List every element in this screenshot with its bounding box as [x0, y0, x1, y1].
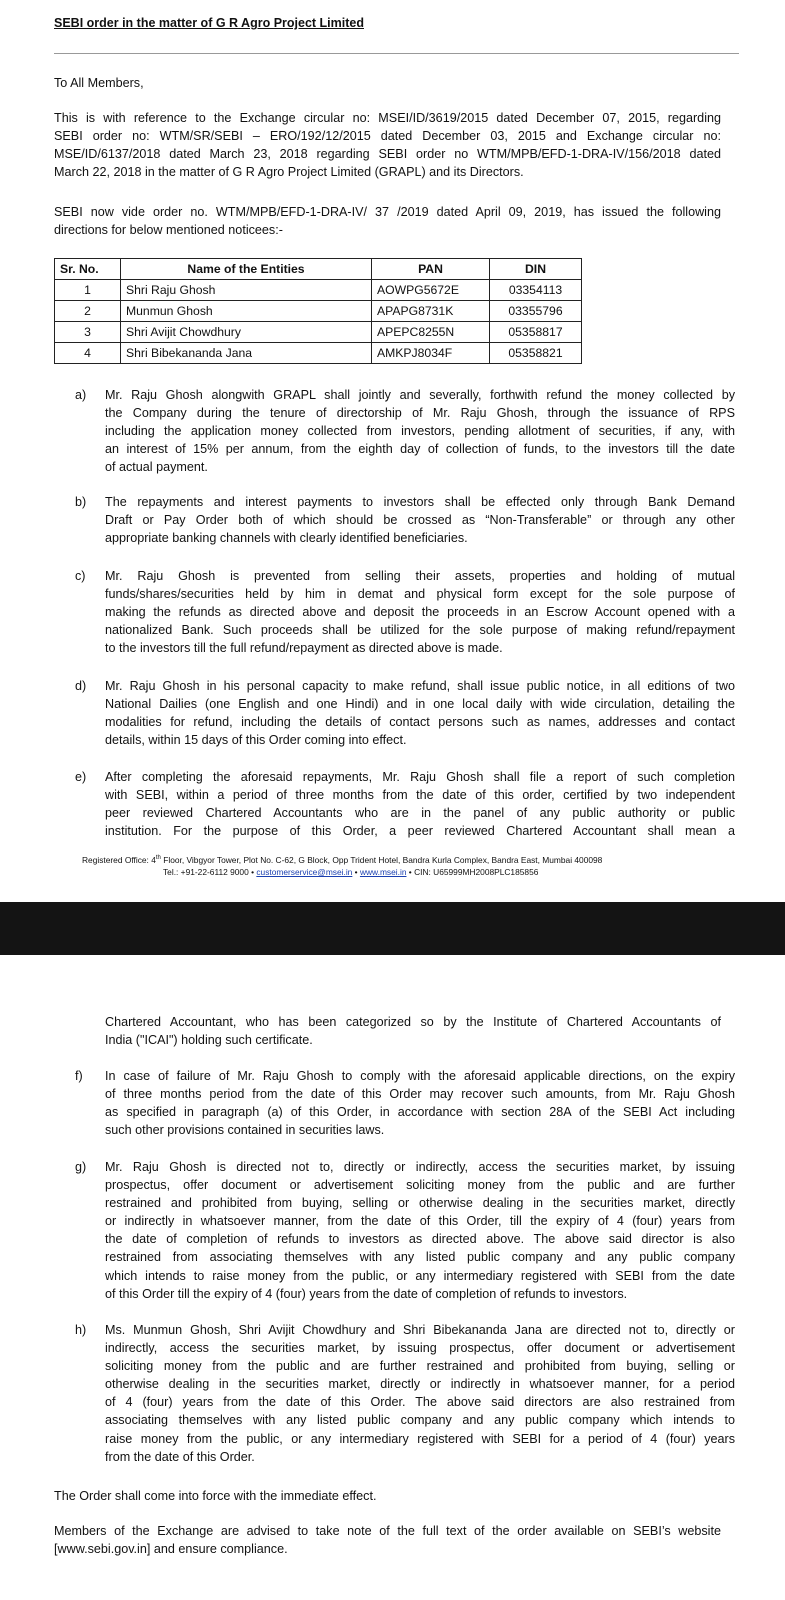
- header-sr-no: Sr. No.: [55, 259, 121, 280]
- cell-pan: AOWPG5672E: [372, 280, 490, 301]
- cell-din: 03355796: [490, 301, 582, 322]
- item-text: [105, 768, 735, 840]
- text-line: India ("ICAI") holding such certificate.: [105, 1033, 313, 1048]
- text-line: details, within 15 days of this Order coming into effect.: [105, 733, 407, 748]
- cell-entity-name: Shri Bibekananda Jana: [121, 343, 372, 364]
- item-text: [105, 1067, 735, 1139]
- effect-statement: The Order shall come into force with the immediate effect.: [54, 1489, 377, 1503]
- text-line: Mr. Raju Ghosh is prevented from selling their assets, properties and holding of mutual: [105, 569, 735, 583]
- text-line: After completing the aforesaid repayments, Mr. Raju Ghosh shall file a report of such completion: [105, 770, 735, 784]
- intro-paragraph: [54, 109, 721, 181]
- footer-registered-office: [82, 855, 602, 865]
- text-line: Members of the Exchange are advised to take note of the full text of the order available on SEBI’s website: [54, 1524, 721, 1538]
- text-line: institution. For the purpose of this Order, a peer reviewed Chartered Accountant shall mean a: [105, 824, 735, 839]
- text-line: making the refunds as directed above and deposit the proceeds in an Escrow Account opened with a: [105, 605, 735, 620]
- item-text: [105, 493, 735, 547]
- text-line: as specified in paragraph (a) of this Order, in accordance with section 28A of the SEBI Act including: [105, 1105, 735, 1120]
- item-label: f): [75, 1069, 83, 1083]
- text-line: Chartered Accountant, who has been categorized so by the Institute of Chartered Accountants of: [105, 1015, 721, 1029]
- text-line: of 4 (four) years from the date of this Order. The above said directors are also restrained from: [105, 1395, 735, 1410]
- cell-pan: APEPC8255N: [372, 322, 490, 343]
- footer-email-link[interactable]: customerservice@msei.in: [256, 867, 353, 877]
- text-line: In case of failure of Mr. Raju Ghosh to comply with the aforesaid applicable directions, on the expiry: [105, 1069, 735, 1083]
- item-label: e): [75, 770, 87, 784]
- cell-sr-no: 3: [55, 322, 121, 343]
- text-line: Mr. Raju Ghosh in his personal capacity to make refund, shall issue public notice, in all editions of two: [105, 679, 735, 693]
- text-line: March 22, 2018 in the matter of G R Agro Project Limited (GRAPL) and its Directors.: [54, 165, 524, 180]
- text-line: indirectly, access the securities market, by issuing prospectus, offer document or advertisement: [105, 1341, 735, 1356]
- item-label: d): [75, 679, 87, 693]
- text-line: prospectus, offer document or advertisement soliciting money from the public and are further: [105, 1178, 735, 1193]
- text-line: from the date of this Order.: [105, 1449, 255, 1464]
- text-line: otherwise dealing in the securities market, directly or indirectly in whatsoever manner, for a period: [105, 1377, 735, 1392]
- item-text: [105, 1158, 735, 1303]
- text-line: SEBI order no: WTM/SR/SEBI – ERO/192/12/2015 dated December 03, 2015 and Exchange circular no:: [54, 129, 721, 144]
- text-line: restrained and prohibited from buying, selling or otherwise dealing in the securities market, directly: [105, 1196, 735, 1211]
- text-line: the date of completion of refunds to investors as directed above. The above said director is also: [105, 1232, 735, 1247]
- item-label: h): [75, 1323, 87, 1337]
- cell-din: 05358817: [490, 322, 582, 343]
- footer-cin: • CIN: U65999MH2008PLC185856: [406, 867, 539, 877]
- text-line: The repayments and interest payments to investors shall be effected only through Bank Demand: [105, 495, 735, 509]
- footer-separator: •: [352, 867, 360, 877]
- table-row: [55, 343, 582, 364]
- text-line: of three months period from the date of this Order may recover such amounts, from Mr. Raju Ghosh: [105, 1087, 735, 1102]
- footer-reg-address: Floor, Vibgyor Tower, Plot No. C-62, G Block, Opp Trident Hotel, Bandra Kurla Complex, Bandra East, Mumbai 400098: [160, 855, 603, 865]
- cell-entity-name: Shri Avijit Chowdhury: [121, 322, 372, 343]
- table-row: [55, 301, 582, 322]
- text-line: National Dailies (one English and one Hindi) and in one local daily with wide circulation, detailing the: [105, 697, 735, 712]
- text-line: Mr. Raju Ghosh alongwith GRAPL shall jointly and severally, forthwith refund the money collected by: [105, 388, 735, 402]
- text-line: Mr. Raju Ghosh is directed not to, directly or indirectly, access the securities market, by issuing: [105, 1160, 735, 1174]
- salutation: To All Members,: [54, 76, 144, 90]
- text-line: or indirectly in whatsoever manner, from the date of this Order, till the expiry of 4 (four) years from: [105, 1214, 735, 1229]
- footer-reg-label: Registered Office: 4: [82, 855, 156, 865]
- header-entity-name: Name of the Entities: [121, 259, 372, 280]
- cell-sr-no: 2: [55, 301, 121, 322]
- order-paragraph: [54, 203, 721, 239]
- text-line: directions for below mentioned noticees:-: [54, 223, 283, 238]
- item-label: b): [75, 495, 87, 509]
- header-pan: PAN: [372, 259, 490, 280]
- cell-sr-no: 4: [55, 343, 121, 364]
- item-text: [105, 386, 735, 476]
- header-din: DIN: [490, 259, 582, 280]
- page-title: SEBI order in the matter of G R Agro Project Limited: [54, 16, 364, 30]
- cell-sr-no: 1: [55, 280, 121, 301]
- document-page-2: [0, 955, 785, 1600]
- text-line: of this Order till the expiry of 4 (four) years from the date of completion of refunds to investors.: [105, 1286, 628, 1301]
- text-line: such other provisions contained in securities laws.: [105, 1123, 385, 1138]
- text-line: which intends to raise money from the public, or any intermediary registered with SEBI from the date: [105, 1268, 735, 1283]
- footer-tel: Tel.: +91-22-6112 9000 •: [163, 867, 257, 877]
- cell-entity-name: Munmun Ghosh: [121, 301, 372, 322]
- text-line: peer reviewed Chartered Accountants who are in the panel of any public authority or public: [105, 806, 735, 821]
- text-line: restrained from associating themselves with any listed public company and any public company: [105, 1250, 735, 1265]
- continuation-paragraph: [105, 1013, 721, 1049]
- table-row: [55, 322, 582, 343]
- table-header-row: [55, 259, 582, 280]
- text-line: appropriate banking channels with clearly identified beneficiaries.: [105, 531, 468, 546]
- text-line: raise money from the public, or any intermediary registered with SEBI for a period of 4 (four) years: [105, 1431, 735, 1446]
- text-line: with SEBI, within a period of three months from the date of this order, certified by two independent: [105, 788, 735, 803]
- cell-entity-name: Shri Raju Ghosh: [121, 280, 372, 301]
- item-label: c): [75, 569, 86, 583]
- item-label: a): [75, 388, 87, 402]
- noticees-table: [54, 258, 582, 364]
- item-label: g): [75, 1160, 87, 1174]
- item-text: [105, 677, 735, 749]
- text-line: Draft or Pay Order both of which should be crossed as “Non-Transferable” or through any other: [105, 513, 735, 528]
- text-line: the Company during the tenure of directorship of Mr. Raju Ghosh, through the issuance of RPS: [105, 406, 735, 421]
- text-line: funds/shares/securities held by him in demat and physical form except for the sole purpose of: [105, 587, 735, 602]
- text-line: nationalized Bank. Such proceeds shall be utilized for the sole purpose of making refund/repayment: [105, 623, 735, 638]
- title-divider: [54, 53, 739, 54]
- cell-din: 03354113: [490, 280, 582, 301]
- text-line: [www.sebi.gov.in] and ensure compliance.: [54, 1542, 288, 1557]
- text-line: soliciting money from the public and are further restrained and prohibited from buying, selling or: [105, 1359, 735, 1374]
- advice-paragraph: [54, 1522, 721, 1558]
- item-text: [105, 1321, 735, 1466]
- text-line: to the investors till the full refund/repayment as directed above is made.: [105, 641, 503, 656]
- footer-contact: [163, 867, 538, 877]
- text-line: of actual payment.: [105, 460, 208, 475]
- item-text: [105, 567, 735, 657]
- text-line: including the application money collected from investors, pending allotment of securities, if any, with: [105, 424, 735, 439]
- cell-pan: APAPG8731K: [372, 301, 490, 322]
- text-line: Ms. Munmun Ghosh, Shri Avijit Chowdhury and Shri Bibekananda Jana are directed not to, directly or: [105, 1323, 735, 1337]
- footer-reg-sup: th: [155, 855, 161, 862]
- text-line: MSE/ID/6137/2018 dated March 23, 2018 regarding SEBI order no WTM/MPB/EFD-1-DRA-IV/156/2018 dated: [54, 147, 721, 162]
- text-line: modalities for refund, including the details of contact persons such as names, addresses and contact: [105, 715, 735, 730]
- text-line: This is with reference to the Exchange circular no: MSEI/ID/3619/2015 dated December 07, 2015, regarding: [54, 111, 721, 125]
- table-row: [55, 280, 582, 301]
- text-line: associating themselves with any listed public company and any public company which intends to: [105, 1413, 735, 1428]
- page-separator-band: [0, 902, 785, 955]
- text-line: SEBI now vide order no. WTM/MPB/EFD-1-DRA-IV/ 37 /2019 dated April 09, 2019, has issued the following: [54, 205, 721, 219]
- cell-din: 05358821: [490, 343, 582, 364]
- text-line: an interest of 15% per annum, from the eighth day of collection of funds, to the investors till the date: [105, 442, 735, 457]
- footer-website-link[interactable]: www.msei.in: [359, 867, 407, 877]
- cell-pan: AMKPJ8034F: [372, 343, 490, 364]
